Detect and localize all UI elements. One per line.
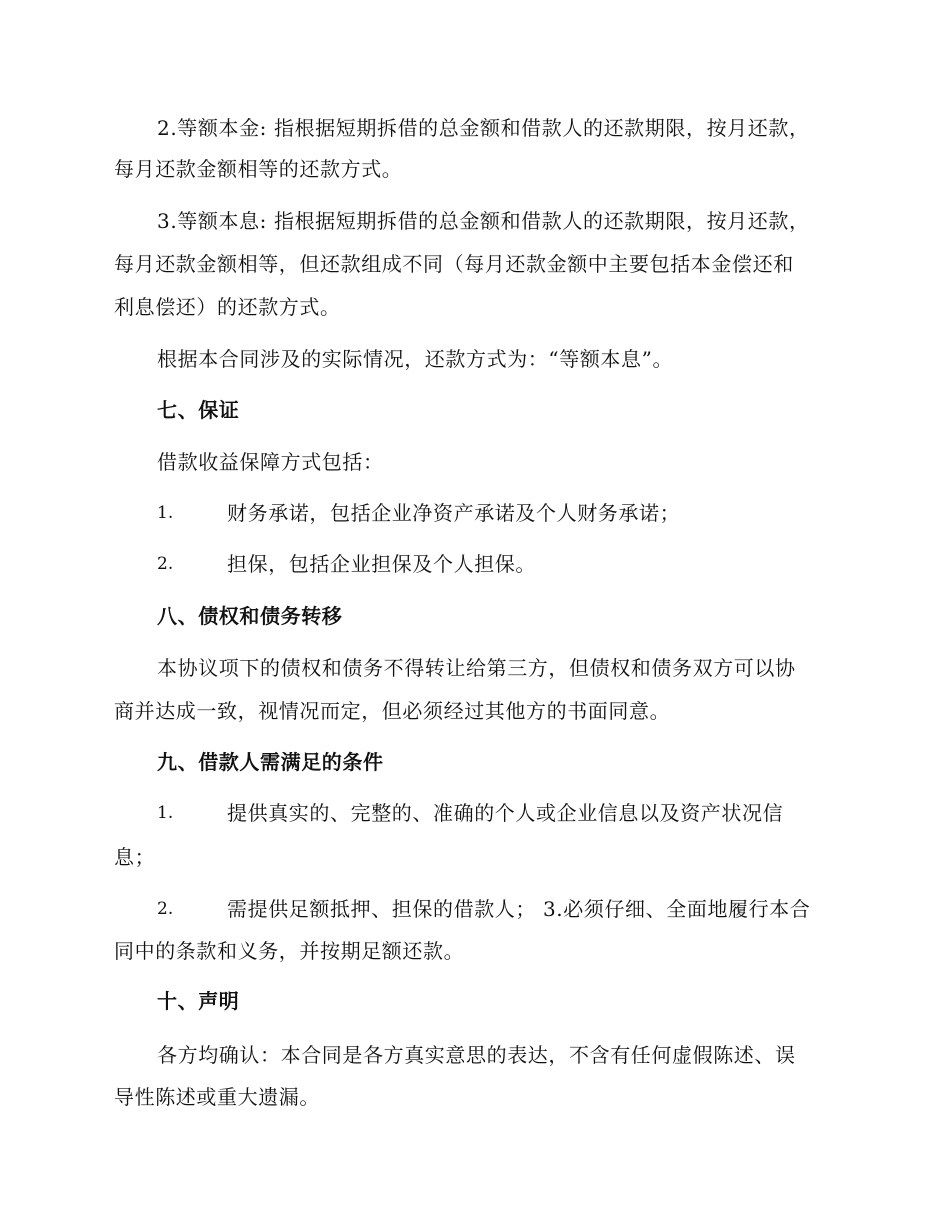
paragraph-line: 根据本合同涉及的实际情况，还款方式为：“等额本息”。 — [157, 347, 674, 371]
paragraph-line: 同中的条款和义务，并按期足额还款。 — [114, 939, 465, 963]
paragraph-line: 3.等额本息: 指根据短期拆借的总金额和借款人的还款期限，按月还款， — [157, 209, 810, 233]
list-item-text: 需提供足额抵押、担保的借款人； 3.必须仔细、全面地履行本合 — [227, 897, 811, 921]
list-item-text: 担保，包括企业担保及个人担保。 — [227, 552, 536, 576]
paragraph-line: 商并达成一致，视情况而定，但必须经过其他方的书面同意。 — [114, 699, 671, 723]
paragraph-line: 本协议项下的债权和债务不得转让给第三方，但债权和债务双方可以协 — [157, 656, 796, 680]
section-heading: 九、借款人需满足的条件 — [157, 750, 384, 774]
list-item-number: 2. — [157, 554, 174, 574]
paragraph-line: 每月还款金额相等，但还款组成不同（每月还款金额中主要包括本金偿还和 — [114, 252, 794, 276]
section-heading: 八、债权和债务转移 — [157, 604, 343, 628]
list-item-number: 1. — [157, 803, 174, 823]
list-item-text: 提供真实的、完整的、准确的个人或企业信息以及资产状况信 — [227, 801, 784, 825]
paragraph-line: 利息偿还）的还款方式。 — [114, 295, 341, 319]
paragraph-line: 每月还款金额相等的还款方式。 — [114, 157, 403, 181]
list-item-number: 2. — [157, 899, 174, 919]
section-heading: 十、声明 — [157, 989, 240, 1013]
list-item-number: 1. — [157, 503, 174, 523]
paragraph-line: 借款收益保障方式包括： — [157, 450, 384, 474]
list-item-text: 财务承诺，包括企业净资产承诺及个人财务承诺； — [227, 501, 681, 525]
paragraph-line: 2.等额本金: 指根据短期拆借的总金额和借款人的还款期限，按月还款， — [157, 116, 810, 140]
paragraph-line: 各方均确认：本合同是各方真实意思的表达，不含有任何虚假陈述、误 — [157, 1043, 796, 1067]
paragraph-line: 导性陈述或重大遗漏。 — [114, 1085, 320, 1109]
paragraph-line: 息； — [114, 845, 156, 869]
section-heading: 七、保证 — [157, 398, 240, 422]
